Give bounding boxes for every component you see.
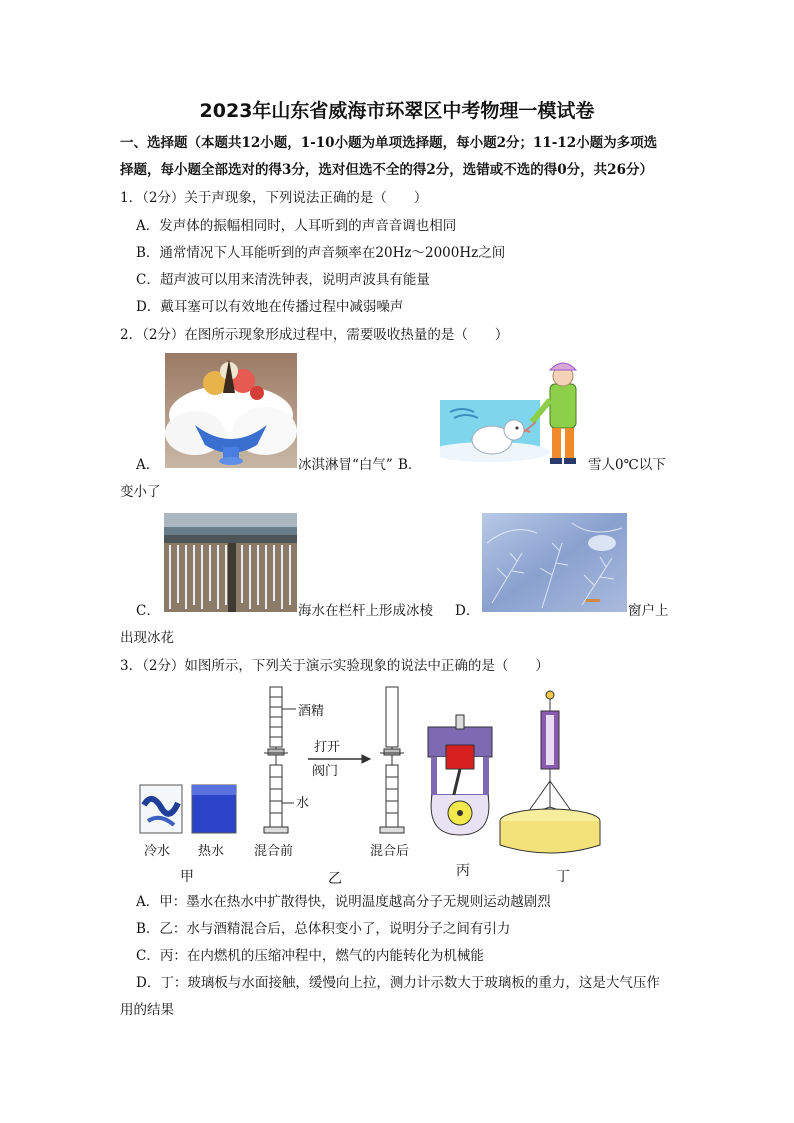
spring-scale-setup [500,691,600,853]
label-bing: 丙 [456,863,470,879]
label-before: 混合前 [254,844,294,859]
q2-option-a-text: 冰淇淋冒“白气” [298,457,393,473]
beaker-cold-water [140,785,182,833]
engine-diagram [428,715,492,835]
sea-railing-ice-photo [164,513,297,612]
label-ding: 丁 [556,869,570,885]
q3-option-d: D．丁：玻璃板与水面接触，缓慢向上拉，测力计示数大于玻璃板的重力，这是大气压作 [136,975,660,991]
window-frost-photo [482,513,627,612]
q2-option-a-label: A． [136,457,160,473]
snowman-picture [440,360,588,468]
q2-option-d-label: D． [455,603,480,619]
label-yi: 乙 [328,871,342,885]
label-hot: 热水 [198,844,225,859]
q3-stem: 3．（2分）如图所示，下列关于演示实验现象的说法中正确的是（ ） [120,658,549,674]
label-alcohol: 酒精 [298,704,325,719]
section-heading-line2: 择题，每小题全部选对的得3分，选对但选不全的得2分，选错或不选的得0分，共26分） [120,162,653,178]
q1-option-a: A．发声体的振幅相同时，人耳听到的声音音调也相同 [136,218,457,234]
page-title: 2023年山东省威海市环翠区中考物理一模试卷 [199,100,595,122]
q3-option-b: B．乙：水与酒精混合后，总体积变小了，说明分子之间有引力 [136,921,511,937]
q2-option-c-text: 海水在栏杆上形成冰棱 [298,603,433,619]
beaker-hot-water [192,785,236,833]
q2-option-b-text: 雪人0℃以下 [588,457,666,473]
label-after: 混合后 [370,844,410,859]
q1-option-c: C．超声波可以用来清洗钟表，说明声波具有能量 [136,272,430,288]
q2-stem: 2．（2分）在图所示现象形成过程中，需要吸收热量的是（ ） [120,327,509,343]
q1-stem: 1．（2分）关于声现象，下列说法正确的是（ ） [120,190,428,206]
q3-option-d-cont: 用的结果 [120,1002,174,1018]
q1-option-b: B．通常情况下人耳能听到的声音频率在20Hz～2000Hz之间 [136,245,506,261]
label-jia: 甲 [180,869,194,885]
q2-option-d-text: 窗户上 [628,603,669,619]
q2-option-c-label: C． [136,603,160,619]
icecream-photo [165,353,297,468]
label-water: 水 [296,796,310,811]
q3-option-a: A．甲：墨水在热水中扩散得快，说明温度越高分子无规则运动越剧烈 [136,894,551,910]
q2-option-b-cont: 变小了 [120,484,161,500]
q3-option-c: C．丙：在内燃机的压缩冲程中，燃气的内能转化为机械能 [136,948,484,964]
label-open-1: 打开 [314,740,341,755]
section-heading-line1: 一、选择题（本题共12小题，1-10小题为单项选择题，每小题2分；11-12小题为多项选 [120,135,658,151]
label-open-2: 阀门 [312,764,339,779]
label-cold: 冷水 [144,844,171,859]
q3-figure [130,685,610,885]
q2-option-b-label: B． [398,457,422,473]
q1-option-d: D．戴耳塞可以有效地在传播过程中减弱噪声 [136,299,404,315]
q2-option-d-cont: 出现冰花 [120,630,174,646]
